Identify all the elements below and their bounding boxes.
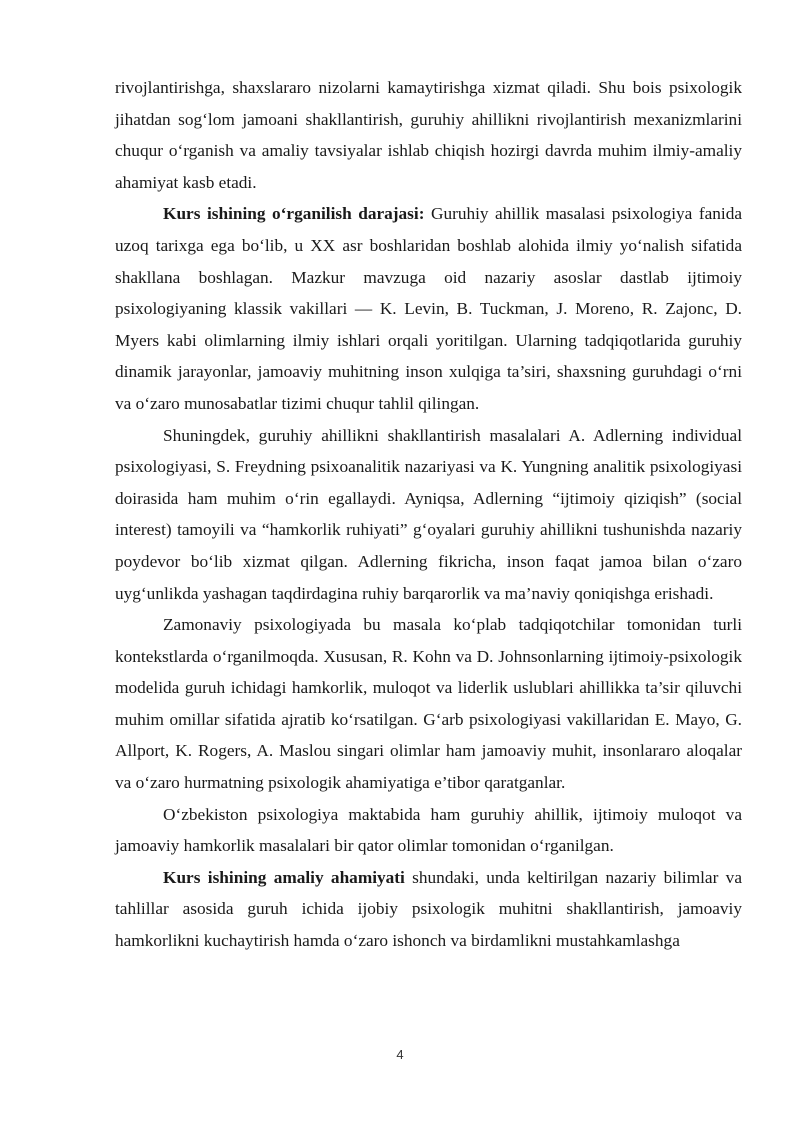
paragraph-6-text: shundaki, unda keltirilgan nazariy bilimlar va tahlillar asosida guruh ichida ijobiy psixologik muhitni shakllantirish, jamoaviy hamkorlikni kuchaytirish hamda o‘zaro ishonch va birdamlikni mustahkamlashga (115, 867, 742, 951)
paragraph-3-text: Shuningdek, guruhiy ahillikni shakllantirish masalalari A. Adlerning individual psixologiyasi, S. Freydning psixoanalitik nazariyasi va K. Yungning analitik psixologiyasi doirasida ham muhim o‘rin egallaydi. Ayniqsa, Adlerning “ijtimoiy qiziqish” (social interest) tamoyili va “hamkorlik ruhiyati” g‘oyalari guruhiy ahillikni tushunishda nazariy poydevor bo‘lib xizmat qilgan. Adlerning fikricha, inson faqat jamoa bilan o‘zaro uyg‘unlikda yashagan taqdirdagina ruhiy barqarorlik va ma’naviy qoniqishga erishadi. (115, 425, 742, 603)
page-number: 4 (396, 1047, 404, 1062)
paragraph-3 (115, 420, 742, 610)
paragraph-4-text: Zamonaviy psixologiyada bu masala ko‘plab tadqiqotchilar tomonidan turli kontekstlarda o‘rganilmoqda. Xususan, R. Kohn va D. Johnsonlarning ijtimoiy-psixologik modelida guruh ichidagi hamkorlik, muloqot va liderlik uslublari ahillikka ta’sir qiluvchi muhim omillar sifatida ajratib ko‘rsatilgan. G‘arb psixologiyasi vakillaridan E. Mayo, G. Allport, K. Rogers, A. Maslou singari olimlar ham jamoaviy muhit, insonlararo aloqalar va o‘zaro hurmatning psixologik ahamiyatiga e’tibor qaratganlar. (115, 615, 742, 793)
document-page (115, 72, 742, 957)
paragraph-2-heading: Kurs ishining o‘rganilish darajasi: (163, 204, 425, 224)
paragraph-2 (115, 198, 742, 419)
paragraph-5-text: O‘zbekiston psixologiya maktabida ham guruhiy ahillik, ijtimoiy muloqot va jamoaviy hamkorlik masalalari bir qator olimlar tomonidan o‘rganilgan. (115, 804, 742, 856)
paragraph-4 (115, 609, 742, 799)
paragraph-5 (115, 799, 742, 862)
paragraph-6 (115, 862, 742, 957)
paragraph-1 (115, 72, 742, 198)
paragraph-1-text: rivojlantirishga, shaxslararo nizolarni kamaytirishga xizmat qiladi. Shu bois psixologik jihatdan sog‘lom jamoani shakllantirish, guruhiy ahillikni rivojlantirish mexanizmlarini chuqur o‘rganish va amaliy tavsiyalar ishlab chiqish hozirgi davrda muhim ilmiy-amaliy ahamiyat kasb etadi. (115, 78, 742, 192)
paragraph-6-heading: Kurs ishining amaliy ahamiyati (163, 867, 405, 887)
paragraph-2-text: Guruhiy ahillik masalasi psixologiya fanida uzoq tarixga ega bo‘lib, u XX asr boshlaridan boshlab alohida ilmiy yo‘nalish sifatida shakllana boshlagan. Mazkur mavzuga oid nazariy asoslar dastlab ijtimoiy psixologiyaning klassik vakillari — K. Levin, B. Tuckman, J. Moreno, R. Zajonc, D. Myers kabi olimlarning ilmiy ishlari orqali yoritilgan. Ularning tadqiqotlarida guruhiy dinamik jarayonlar, jamoaviy muhitning inson xulqiga ta’siri, shaxsning guruhdagi o‘rni va o‘zaro munosabatlar tizimi chuqur tahlil qilingan. (115, 204, 743, 413)
